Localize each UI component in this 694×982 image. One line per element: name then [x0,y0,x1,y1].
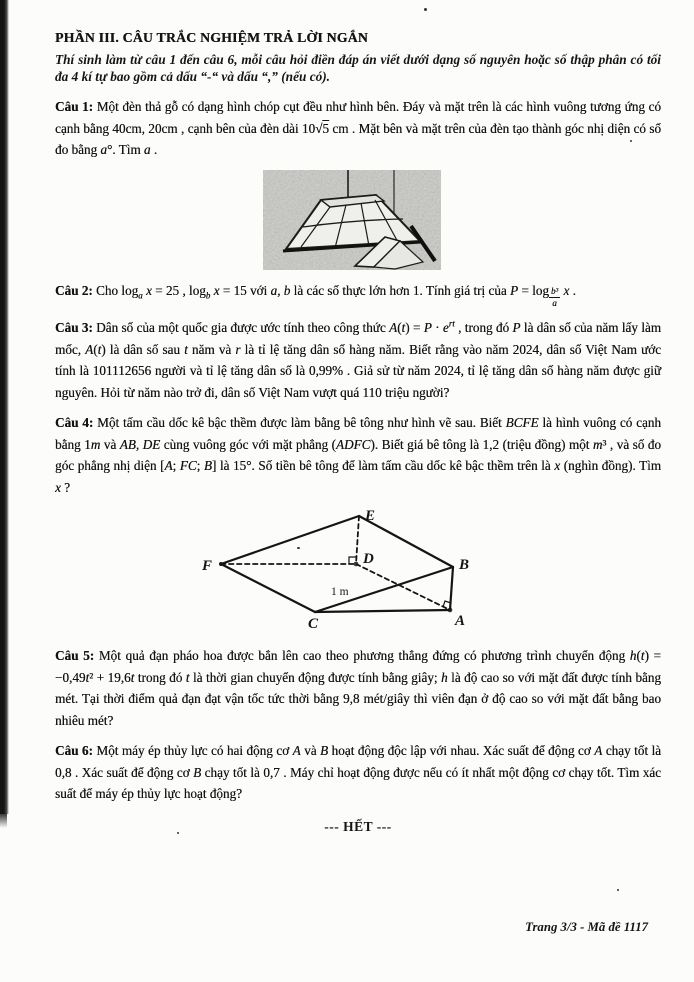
question-5: Câu 5: Một quả đạn pháo hoa được bắn lên cao theo phương thẳng đứng có phương trình chuyển động h(t) = −0,49t² + 19,6t trong đó t là thời gian chuyển động được tính bằng giây; h là độ cao so với mặt đất được tính bằng mét. Tại thời điểm quả đạn đạt vận tốc tức thời bằng 9,8 mét/giây thì viên đạn ở độ cao so với mặt đất bằng bao nhiêu mét? [55,648,661,728]
vertex-label-B: B [459,557,470,574]
vertex-label-A: A [455,613,466,630]
lamp-photo-figure [263,170,441,270]
question-2: Câu 2: Cho $\log_a x = 25$ , $\log_b x = 15$ với a, b là các số thực lớn hơn 1. Tính giá trị của P = log $\frac{\text{b³}}{a}$ x . [55,282,576,308]
scan-speck [424,8,427,11]
exam-instructions: Thí sinh làm từ câu 1 đến câu 6, mỗi câu hỏi điền đáp án viết dưới dạng số nguyên hoặc số thập phân có tối đa 4 kí tự bao gồm cả dấu “-“ và dấu “,” (nếu có). [55,52,661,84]
question-4: Câu 4: Một tấm cầu dốc kê bậc thềm được làm bằng bê tông như hình vẽ sau. Biết BCFE là hình vuông có cạnh bằng 1m và AB, DE cùng vuông góc với mặt phẳng (ADFC). Biết giá bê tông là 1,2 (triệu đồng) một m³ , và số đo góc phẳng nhị diện [A; FC; B] là 15°. Số tiền bê tông để làm tấm cầu dốc kê bậc thềm trên là x (nghìn đồng). Tìm x ? [55,415,661,495]
vertex-label-E: E [365,508,376,525]
question-6: Câu 6: Một máy ép thủy lực có hai động cơ A và B hoạt động độc lập với nhau. Xác suất để động cơ A chạy tốt là 0,8 . Xác suất để động cơ B chạy tốt là 0,7 . Máy chỉ hoạt động được nếu có ít nhất một động cơ chạy tốt. Tìm xác suất để máy ép thủy lực hoạt động? [55,743,662,802]
vertex-label-C: C [308,616,319,633]
page-content [55,30,661,835]
section-title: PHẦN III. CÂU TRẮC NGHIỆM TRẢ LỜI NGẮN [55,30,368,45]
lamp-photo [263,170,441,270]
vertex-label-D: D [363,551,374,568]
page-footer: Trang 3/3 - Mã đề 1117 [525,920,648,934]
edge-length-label: 1 m [331,586,349,599]
question-3: Câu 3: Dân số của một quốc gia được ước tính theo công thức $A(t) = P \cdot e^{rt}$ , trong đó P là dân số của năm lấy làm mốc, A(t) là dân số sau t năm và r là tỉ lệ tăng dân số hàng năm. Biết rằng vào năm 2024, dân số Việt Nam ước tính là 101112656 người và tỉ lệ tăng dân số là 0,99% . Giả sử từ năm 2024, tỉ lệ tăng dân số hàng năm được giữ nguyên. Hỏi từ năm nào trở đi, dân số Việt Nam vượt quá 110 triệu người? [55,319,661,400]
scan-speck [617,889,619,891]
question-1: Câu 1: Một đèn thả gỗ có dạng hình chóp cụt đều như hình bên. Đáy và mặt trên là các hình vuông tương ứng có cạnh bằng 40cm, 20cm , cạnh bên của đèn dài 10√5 cm . Mặt bên và mặt trên của đèn tạo thành góc nhị diện có số đo bằng a°. Tìm a . [55,99,662,157]
end-marker: --- HẾT --- [324,818,392,834]
scan-binding-shadow [0,0,9,814]
vertex-label-F: F [202,558,213,575]
geometry-figure [181,507,515,639]
ramp-diagram [181,507,515,639]
